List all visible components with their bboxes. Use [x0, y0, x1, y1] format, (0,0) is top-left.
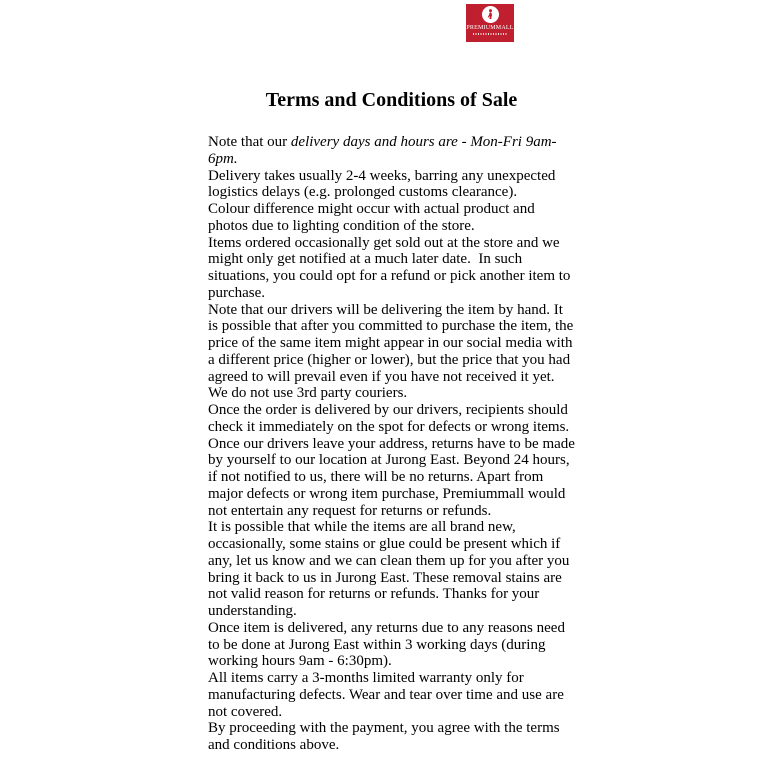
terms-paragraph: Items ordered occasionally get sold out at the store and we might only get notified at a much later date. In such situations, you could opt for a refund or pick another item to purchase.	[208, 234, 575, 301]
terms-paragraph: It is possible that while the items are all brand new, occasionally, some stains or glue could be present which if any, let us know and we can clean them up for you after you bring it back to us in Jurong East. These removal stains are not valid reason for returns or refunds. Thanks for your understanding.	[208, 519, 574, 619]
terms-paragraph: Colour difference might occur with actual product and photos due to lighting condition of the store.	[208, 201, 539, 234]
terms-paragraph: Once item is delivered, any returns due to any reasons need to be done at Jurong East within 3 working days (during working hours 9am - 6:30pm).	[208, 619, 569, 670]
terms-paragraph: All items carry a 3-months limited warranty only for manufacturing defects. Wear and tear over time and use are not covered.	[208, 670, 568, 720]
terms-body	[208, 134, 579, 754]
woman-silhouette-icon	[484, 8, 497, 21]
intro-roman-text: Note that our	[208, 134, 291, 150]
intro-italic-text: delivery days and hours are - Mon-Fri 9am-6pm.	[208, 134, 557, 167]
terms-paragraph-intro	[208, 134, 575, 168]
logo-brand-name: PREMIUMMALL	[466, 25, 514, 31]
terms-paragraph: Once our drivers leave your address, returns have to be made by yourself to our location at Jurong East. Beyond 24 hours, if not notified to us, there will be no returns. Apart from major defects or wrong item purchase, Premiummall would not entertain any request for returns or refunds.	[208, 435, 579, 519]
page-title: Terms and Conditions of Sale	[265, 89, 518, 111]
terms-paragraph: Once the order is delivered by our drivers, recipients should check it immediately on the spot for defects or wrong items.	[208, 402, 572, 435]
terms-paragraph: By proceeding with the payment, you agree with the terms and conditions above.	[208, 720, 564, 753]
brand-logo	[466, 4, 514, 42]
terms-paragraph: Delivery takes usually 2-4 weeks, barring any unexpected logistics delays (e.g. prolonged customs clearance).	[208, 167, 560, 201]
logo-tagline	[473, 33, 507, 35]
logo-circle	[482, 6, 499, 23]
terms-paragraph: Note that our drivers will be delivering the item by hand. It is possible that after you committed to purchase the item, the price of the same item might appear in our social media with a different price (higher or lower), but the price that you had agreed to will prevail even if you have not received it yet. We do not use 3rd party couriers.	[208, 301, 578, 402]
terms-content	[208, 88, 579, 754]
